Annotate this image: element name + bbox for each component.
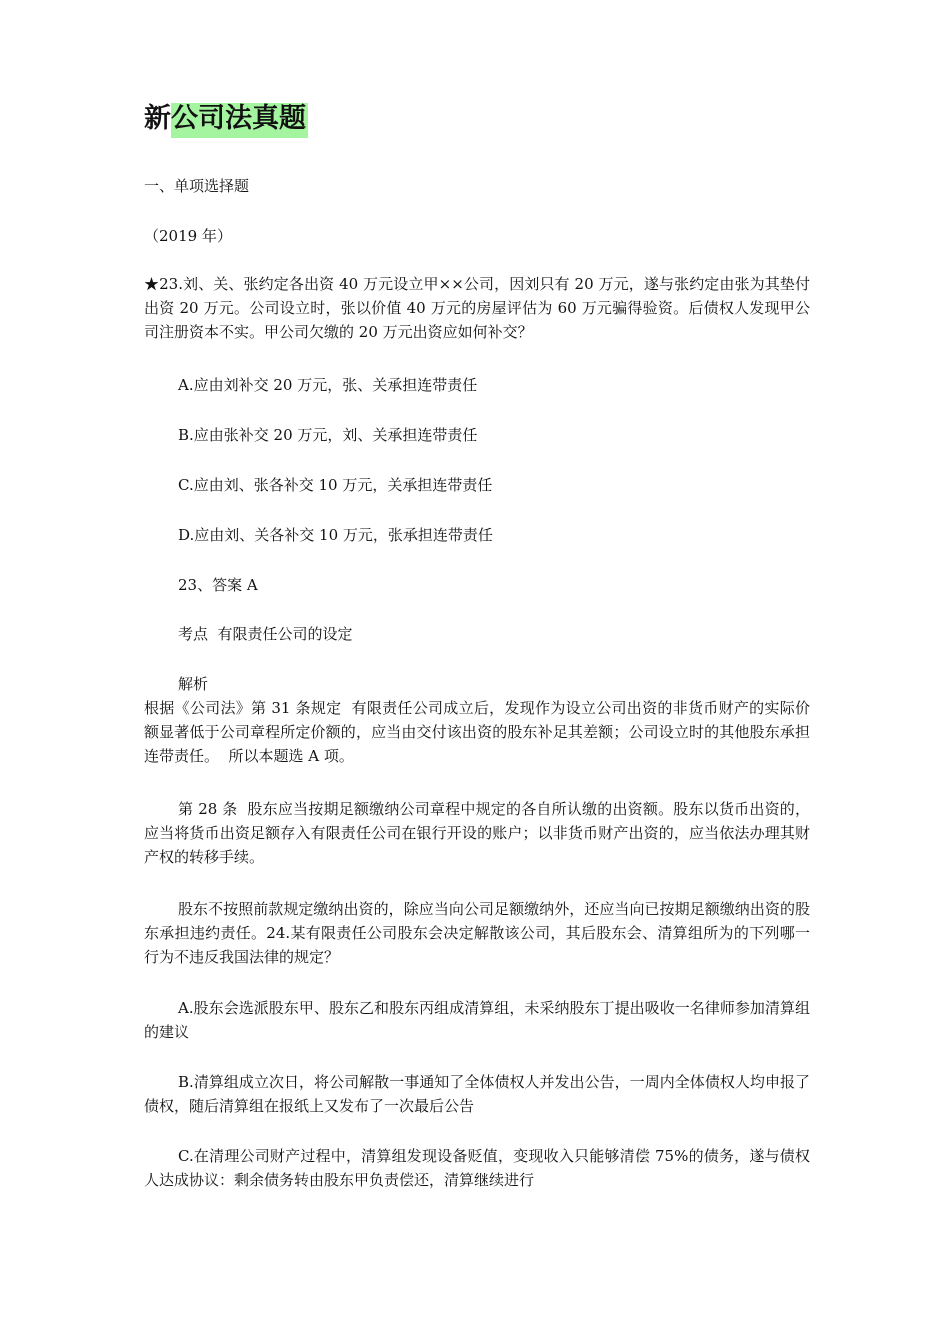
question-24-option-c: C.在清理公司财产过程中，清算组发现设备贬值，变现收入只能够清偿 75%的债务，遂与债权人达成协议：剩余债务转由股东甲负责偿还，清算继续进行 <box>144 1147 810 1189</box>
analysis-text: 根据《公司法》第 31 条规定 有限责任公司成立后，发现作为设立公司出资的非货币财产的实际价额显著低于公司章程所定价额的，应当由交付该出资的股东补足其差额；公司设立时的其他股东承担连带责任。 所以本题选 A 项。 <box>144 699 810 765</box>
title-highlight: 公司法真题 <box>171 103 308 138</box>
question-23-stem: ★23.刘、关、张约定各出资 40 万元设立甲××公司，因刘只有 20 万元，遂与张约定由张为其垫付出资 20 万元。公司设立时，张以价值 40 万元的房屋评估为 60 万元骗得验资。后债权人发现甲公司注册资本不实。甲公司欠缴的 20 万元出资应如何补交？ <box>144 275 810 341</box>
question-23-answer: 23、答案 A <box>178 576 258 594</box>
question-23-point: 考点 有限责任公司的设定 <box>178 625 353 643</box>
title-prefix: 新 <box>144 103 171 134</box>
article-28: 第 28 条 股东应当按期足额缴纳公司章程中规定的各自所认缴的出资额。股东以货币出资的，应当将货币出资足额存入有限责任公司在银行开设的账户；以非货币财产出资的，应当依法办理其财产权的转移手续。 <box>144 800 810 866</box>
article-28-continued: 股东不按照前款规定缴纳出资的，除应当向公司足额缴纳外，还应当向已按期足额缴纳出资的股东承担违约责任。24.某有限责任公司股东会决定解散该公司，其后股东会、清算组所为的下列哪一行为不违反我国法律的规定？ <box>144 900 810 966</box>
section-heading: 一、单项选择题 <box>144 177 250 195</box>
question-24-option-b: B.清算组成立次日，将公司解散一事通知了全体债权人并发出公告，一周内全体债权人均申报了债权，随后清算组在报纸上又发布了一次最后公告 <box>144 1073 810 1115</box>
question-23-option-d: D.应由刘、关各补交 10 万元，张承担连带责任 <box>178 526 493 544</box>
question-23-option-b: B.应由张补交 20 万元，刘、关承担连带责任 <box>178 426 478 444</box>
question-23-option-a: A.应由刘补交 20 万元，张、关承担连带责任 <box>178 376 478 394</box>
analysis-label: 解析 <box>178 675 209 693</box>
question-23-option-c: C.应由刘、张各补交 10 万元，关承担连带责任 <box>178 476 493 494</box>
question-24-option-a: A.股东会选派股东甲、股东乙和股东丙组成清算组，未采纳股东丁提出吸收一名律师参加清算组的建议 <box>144 999 810 1041</box>
year-label: （2019 年） <box>144 227 232 245</box>
page-title <box>144 96 308 142</box>
